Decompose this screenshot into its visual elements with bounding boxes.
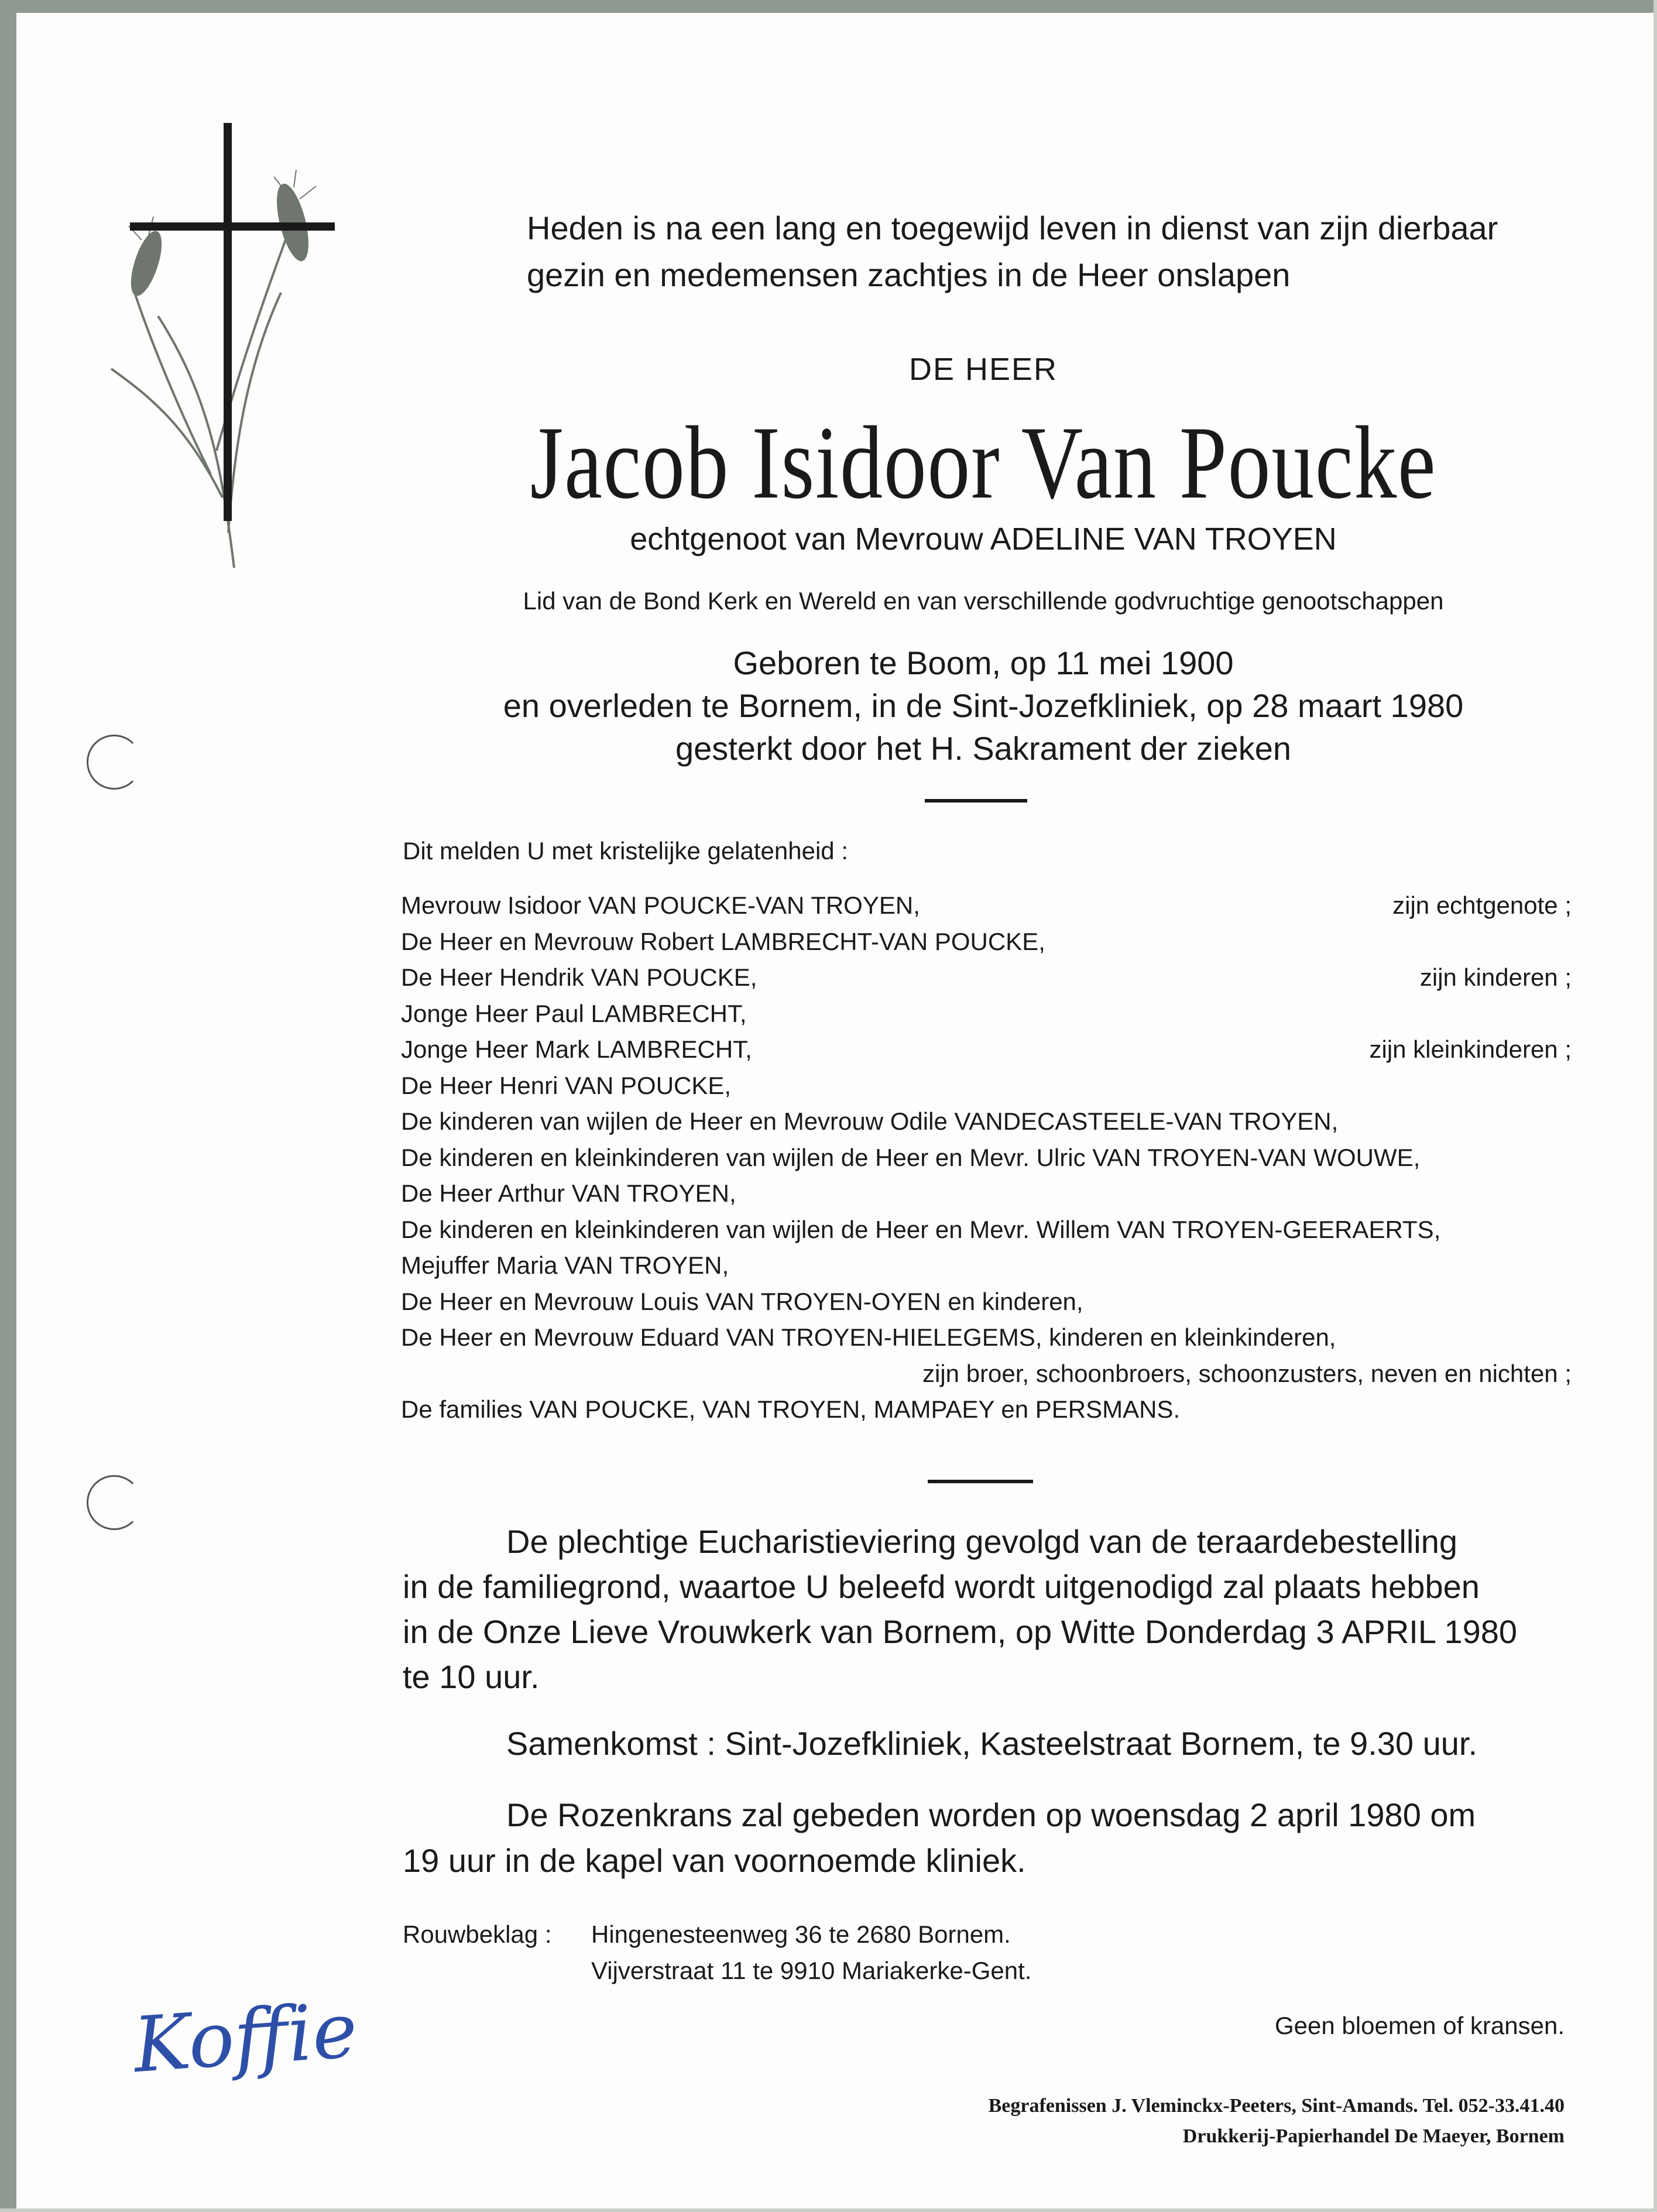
family-row (401, 1360, 1572, 1396)
punch-hole (87, 1475, 142, 1530)
punch-hole (87, 735, 142, 790)
condolence-address: Vijverstraat 11 te 9910 Mariakerke-Gent. (591, 1957, 1032, 1984)
family-relation: zijn kinderen ; (1419, 963, 1572, 991)
title: DE HEER (908, 352, 1058, 387)
family-relation: zijn broer, schoonbroers, schoonzusters, neven en nichten ; (922, 1360, 1572, 1387)
family-member: Mevrouw Isidoor VAN POUCKE-VAN TROYEN, (401, 891, 920, 919)
intro-line: Heden is na een lang en toegewijd leven in dienst van zijn dierbaar (527, 210, 1498, 246)
divider (928, 1480, 1033, 1483)
family-relation: zijn echtgenote ; (1392, 891, 1572, 919)
condolence-address: Hingenesteenweg 36 te 2680 Bornem. (591, 1921, 1011, 1948)
printer-line: Drukkerij-Papierhandel De Maeyer, Bornem (1182, 2125, 1565, 2147)
death-line: en overleden te Bornem, in de Sint-Jozefkliniek, op 28 maart 1980 (503, 687, 1464, 724)
ceremony-line: in de Onze Lieve Vrouwkerk van Bornem, op Witte Donderdag 3 APRIL 1980 (403, 1613, 1518, 1650)
family-member: De Heer en Mevrouw Eduard VAN TROYEN-HIELEGEMS, kinderen en kleinkinderen, (401, 1323, 1336, 1351)
ceremony-line: De plechtige Eucharistieviering gevolgd van de teraardebestelling (506, 1523, 1458, 1560)
page-top-edge (0, 0, 1657, 13)
sacrament-line: gesterkt door het H. Sakrament der zieken (675, 730, 1292, 767)
notice-line: Dit melden U met kristelijke gelatenheid : (403, 837, 849, 865)
ceremony-line: te 10 uur. (403, 1658, 540, 1695)
divider (925, 799, 1027, 803)
family-member: De kinderen en kleinkinderen van wijlen de Heer en Mevr. Ulric VAN TROYEN-VAN WOUWE, (401, 1144, 1421, 1171)
cross-wheat-icon (88, 123, 345, 568)
deceased-name: Jacob Isidoor Van Poucke (530, 404, 1437, 520)
family-row (401, 1072, 1572, 1108)
family-member: De Heer en Mevrouw Robert LAMBRECHT-VAN POUCKE, (401, 928, 1045, 955)
family-member: De Heer en Mevrouw Louis VAN TROYEN-OYEN en kinderen, (401, 1288, 1083, 1315)
printer-line: Begrafenissen J. Vleminckx-Peeters, Sint-Amands. Tel. 052-33.41.40 (988, 2095, 1565, 2117)
family-member: De Heer Henri VAN POUCKE, (401, 1072, 732, 1099)
family-member: Jonge Heer Paul LAMBRECHT, (401, 1000, 747, 1027)
family-row (401, 928, 1572, 964)
page-right-edge (1653, 0, 1657, 2212)
family-row (401, 1288, 1572, 1324)
handwritten-note: Koffie (131, 1985, 361, 2090)
family-row (401, 1251, 1572, 1288)
no-flowers-note: Geen bloemen of kransen. (1275, 2012, 1565, 2039)
intro-line: gezin en medemensen zachtjes in de Heer onslapen (527, 256, 1291, 293)
family-relation: zijn kleinkinderen ; (1369, 1035, 1572, 1063)
birth-line: Geboren te Boom, op 11 mei 1900 (733, 644, 1234, 681)
family-row (401, 1107, 1572, 1144)
family-row (401, 963, 1572, 1000)
spouse-line: echtgenoot van Mevrouw ADELINE VAN TROYEN (630, 522, 1337, 557)
family-row (401, 1035, 1572, 1072)
family-row (401, 1323, 1572, 1360)
page-left-edge (0, 0, 16, 2212)
family-member: De kinderen en kleinkinderen van wijlen de Heer en Mevr. Willem VAN TROYEN-GEERAERTS, (401, 1216, 1441, 1243)
condolence-label: Rouwbeklag : (403, 1921, 552, 1948)
gathering-line: Samenkomst : Sint-Jozefkliniek, Kasteelstraat Bornem, te 9.30 uur. (506, 1725, 1477, 1762)
family-row (401, 1216, 1572, 1252)
family-row (401, 1000, 1572, 1036)
rosary-line: 19 uur in de kapel van voornoemde kliniek. (403, 1842, 1026, 1879)
family-row (401, 891, 1572, 928)
family-row (401, 1395, 1572, 1432)
family-member: Mejuffer Maria VAN TROYEN, (401, 1251, 729, 1279)
rosary-line: De Rozenkrans zal gebeden worden op woensdag 2 april 1980 om (506, 1796, 1476, 1833)
family-member: De families VAN POUCKE, VAN TROYEN, MAMPAEY en PERSMANS. (401, 1395, 1181, 1423)
family-row (401, 1179, 1572, 1216)
family-member: De Heer Hendrik VAN POUCKE, (401, 963, 757, 991)
family-member: De kinderen van wijlen de Heer en Mevrouw Odile VANDECASTEELE-VAN TROYEN, (401, 1107, 1339, 1135)
ceremony-line: in de familiegrond, waartoe U beleefd wordt uitgenodigd zal plaats hebben (403, 1568, 1480, 1605)
family-row (401, 1144, 1572, 1180)
family-member: De Heer Arthur VAN TROYEN, (401, 1179, 736, 1207)
family-member: Jonge Heer Mark LAMBRECHT, (401, 1035, 752, 1063)
membership-line: Lid van de Bond Kerk en Wereld en van verschillende godvruchtige genootschappen (523, 587, 1444, 615)
page-bottom-edge (0, 2208, 1657, 2212)
